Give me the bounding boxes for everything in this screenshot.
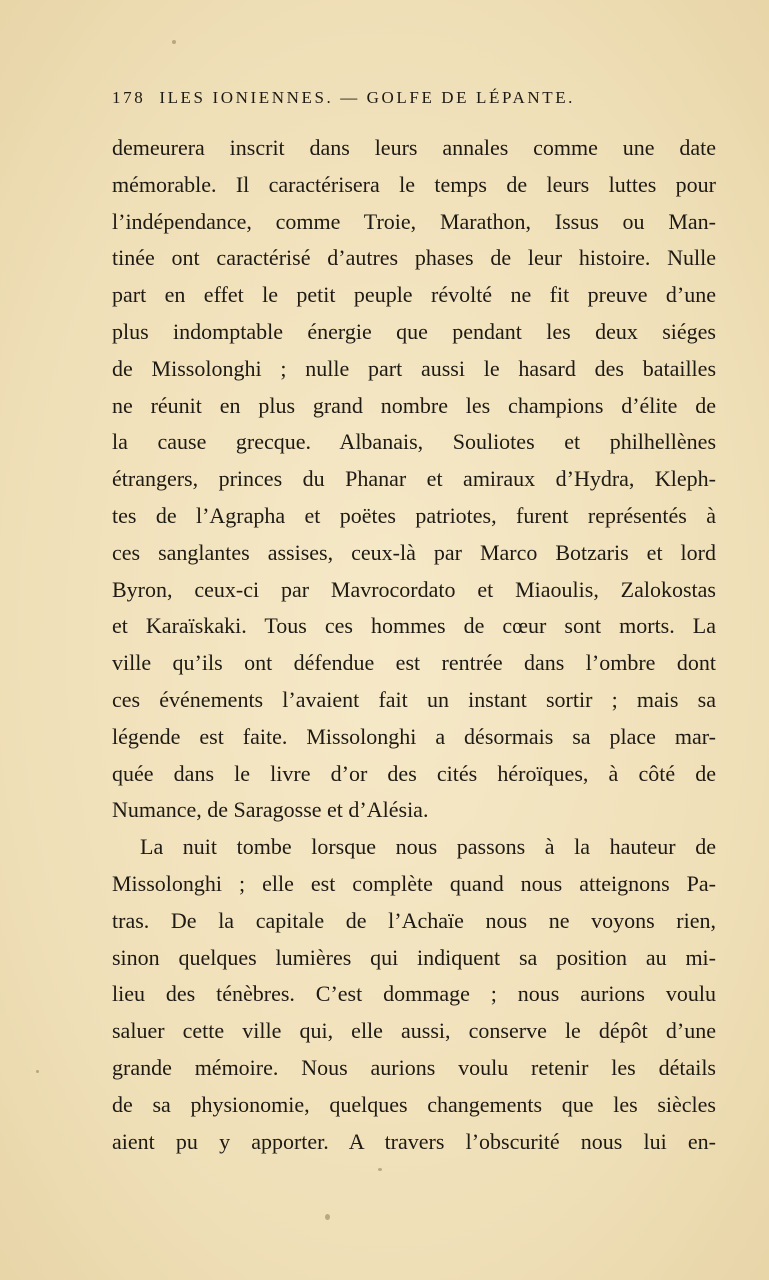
page-number: 178 [112, 88, 146, 107]
text-line: quée dans le livre d’or des cités héroïques, à côté de [112, 760, 716, 786]
text-line: ne réunit en plus grand nombre les champions d’élite de [112, 392, 716, 418]
paper-speck [172, 40, 176, 44]
text-line: saluer cette ville qui, elle aussi, conserve le dépôt d’une [112, 1018, 716, 1044]
text-line: de Missolonghi ; nulle part aussi le hasard des batailles [112, 355, 716, 381]
text-line: ces événements l’avaient fait un instant sortir ; mais sa [112, 686, 716, 712]
text-line: lieu des ténèbres. C’est dommage ; nous aurions voulu [112, 981, 716, 1007]
text-line: Missolonghi ; elle est complète quand nous atteignons Pa- [112, 870, 716, 896]
text-line: ces sanglantes assises, ceux-là par Marco Botzaris et lord [112, 539, 716, 565]
text-line: part en effet le petit peuple révolté ne fit preuve d’une [112, 282, 716, 308]
text-line: tras. De la capitale de l’Achaïe nous ne voyons rien, [112, 907, 716, 933]
text-line: Numance, de Saragosse et d’Alésia. [112, 797, 429, 823]
paper-speck [36, 1070, 39, 1073]
text-line: demeurera inscrit dans leurs annales comme une date [112, 135, 716, 160]
running-title: ILES IONIENNES. — GOLFE DE LÉPANTE. [159, 88, 576, 107]
text-line: La nuit tombe lorsque nous passons à la hauteur de [140, 834, 716, 860]
text-line: tinée ont caractérisé d’autres phases de leur histoire. Nulle [112, 245, 716, 271]
paragraph [112, 829, 716, 1160]
text-line: étrangers, princes du Phanar et amiraux d’Hydra, Kleph- [112, 466, 716, 492]
text-line: et Karaïskaki. Tous ces hommes de cœur sont morts. La [112, 613, 716, 639]
text-line: la cause grecque. Albanais, Souliotes et philhellènes [112, 429, 716, 455]
text-line: aient pu y apporter. A travers l’obscurité nous lui en- [112, 1128, 716, 1154]
text-line: grande mémoire. Nous aurions voulu retenir les détails [112, 1054, 716, 1080]
text-line: Byron, ceux-ci par Mavrocordato et Miaoulis, Zalokostas [112, 576, 716, 602]
text-line: l’indépendance, comme Troie, Marathon, Issus ou Man- [112, 208, 716, 234]
paper-speck [378, 1168, 382, 1171]
paper-speck [325, 1214, 330, 1220]
text-line: ville qu’ils ont défendue est rentrée dans l’ombre dont [112, 650, 716, 676]
paragraph [112, 130, 716, 829]
text-line: sinon quelques lumières qui indiquent sa position au mi- [112, 944, 716, 970]
running-head [112, 88, 672, 108]
text-line: mémorable. Il caractérisera le temps de leurs luttes pour [112, 171, 716, 197]
text-line: de sa physionomie, quelques changements que les siècles [112, 1091, 716, 1117]
body-text [112, 130, 716, 1160]
text-line: légende est faite. Missolonghi a désormais sa place mar- [112, 723, 716, 749]
text-line: tes de l’Agrapha et poëtes patriotes, furent représentés à [112, 502, 716, 528]
text-line: plus indomptable énergie que pendant les deux siéges [112, 318, 716, 344]
